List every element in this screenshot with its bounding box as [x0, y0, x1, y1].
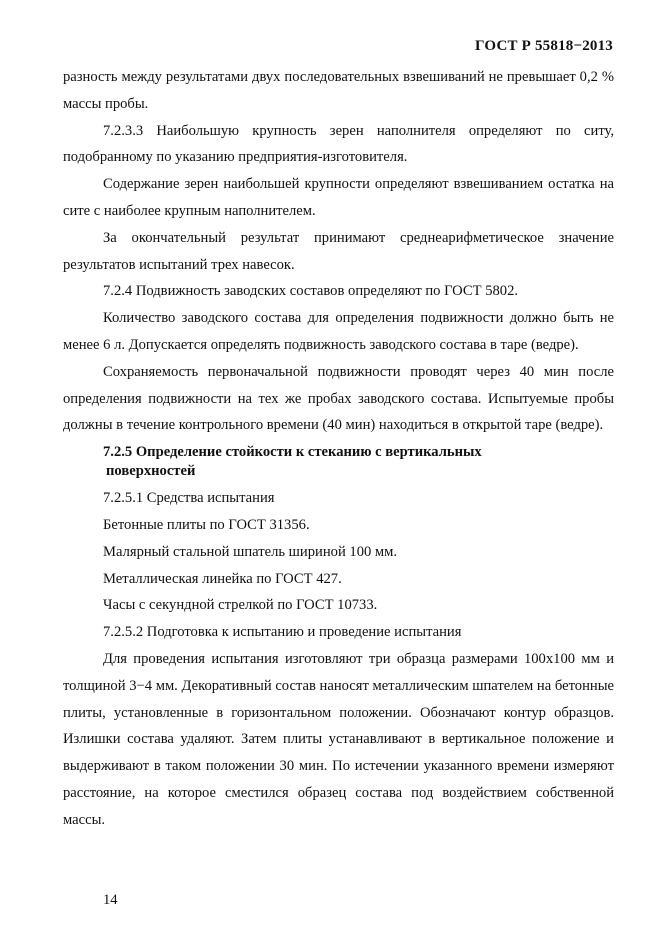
section-heading-7-2-5: [63, 439, 614, 485]
paragraph-continuation: разность между результатами двух последовательных взвешиваний не превышает 0,2 % массы пробы.: [63, 69, 614, 112]
section-heading-line1: 7.2.5 Определение стойкости к стеканию с вертикальных: [103, 444, 482, 461]
paragraph-7-2-5-2: 7.2.5.2 Подготовка к испытанию и проведение испытания: [103, 624, 462, 641]
list-item-clock: Часы с секундной стрелкой по ГОСТ 10733.: [103, 597, 378, 614]
paragraph-final-result: За окончательный результат принимают среднеарифметическое значение результатов испытаний трех навесок.: [63, 229, 614, 273]
paragraph-mobility-retention: Сохраняемость первоначальной подвижности проводят через 40 мин после определения подвижности на тех же пробах заводского состава. Испытуемые пробы должны в течение контрольного времени (40 мин) находиться в открытой таре (ведре).: [63, 363, 614, 434]
paragraph-sample-quantity: Количество заводского состава для определения подвижности должно быть не менее 6 л. Допускается определять подвижность заводского состава в таре (ведре).: [63, 310, 614, 353]
document-body: [63, 64, 614, 834]
list-item-ruler: Металлическая линейка по ГОСТ 427.: [103, 570, 342, 587]
page-number: 14: [103, 892, 118, 908]
paragraph-7-2-3-3: 7.2.3.3 Наибольшую крупность зерен наполнителя определяют по ситу, подобранному по указанию предприятия-изготовителя.: [63, 122, 614, 166]
paragraph-7-2-4: 7.2.4 Подвижность заводских составов определяют по ГОСТ 5802.: [103, 283, 519, 300]
paragraph-test-procedure: Для проведения испытания изготовляют три образца размерами 100x100 мм и толщиной 3−4 мм. Декоративный состав наносят металлическим шпателем на бетонные плиты, установленные в горизонтальном положении. Обозначают контур образцов. Излишки состава удаляют. Затем плиты устанавливают в вертикальное положение и выдерживают в таком положении 30 мин. По истечении указанного времени измеряют расстояние, на которое сместился образец состава под воздействием собственной массы.: [63, 650, 614, 828]
list-item-spatula: Малярный стальной шпатель шириной 100 мм.: [103, 543, 398, 560]
standard-code-header: ГОСТ Р 55818−2013: [475, 38, 613, 54]
paragraph-grain-content: Содержание зерен наибольшей крупности определяют взвешиванием остатка на сите с наиболее крупным наполнителем.: [63, 176, 614, 219]
list-item-concrete-slabs: Бетонные плиты по ГОСТ 31356.: [103, 516, 310, 533]
section-heading-line2: поверхностей: [106, 463, 196, 480]
paragraph-7-2-5-1: 7.2.5.1 Средства испытания: [103, 490, 275, 507]
